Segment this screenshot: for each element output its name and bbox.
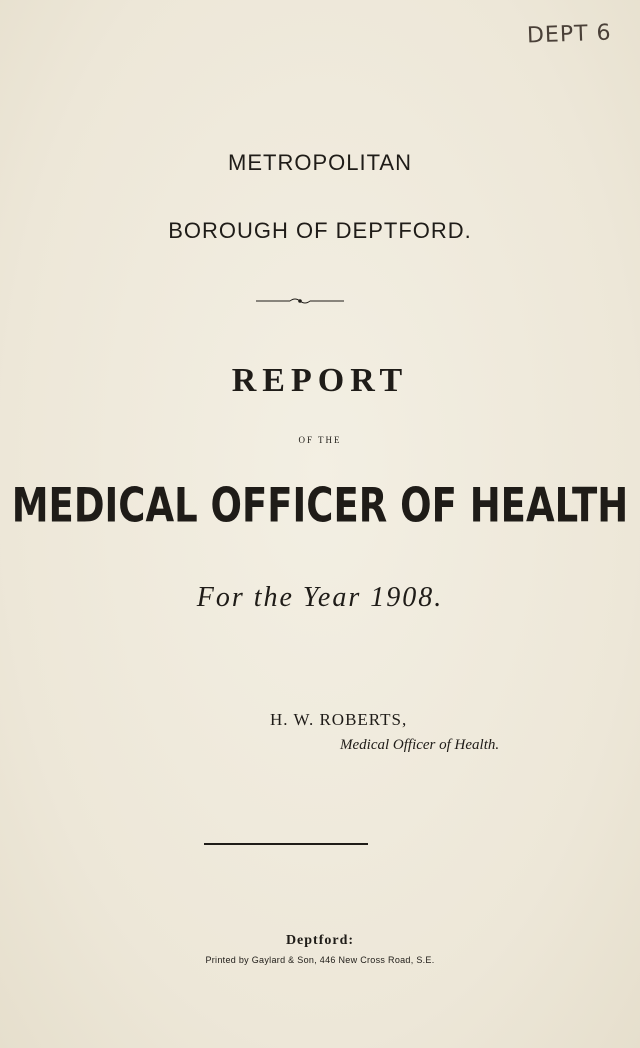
of-the-label: OF THE (298, 435, 342, 445)
author-title: Medical Officer of Health. (340, 737, 500, 753)
report-title: REPORT (231, 362, 409, 399)
year-line: For the Year 1908. (196, 582, 444, 613)
heading-line-1: METROPOLITAN (228, 150, 412, 175)
heading-line-2: BOROUGH OF DEPTFORD. (168, 218, 472, 243)
author-name: H. W. ROBERTS, (270, 710, 408, 729)
imprint-printer: Printed by Gaylard & Son, 446 New Cross Road, S.E. (205, 955, 435, 965)
handwritten-note: DEPT 6 (527, 20, 613, 49)
horizontal-rule (204, 843, 368, 845)
ornament-divider (256, 296, 344, 306)
imprint-place: Deptford: (285, 933, 355, 948)
main-title: MEDICAL OFFICER OF HEALTH (11, 478, 629, 534)
